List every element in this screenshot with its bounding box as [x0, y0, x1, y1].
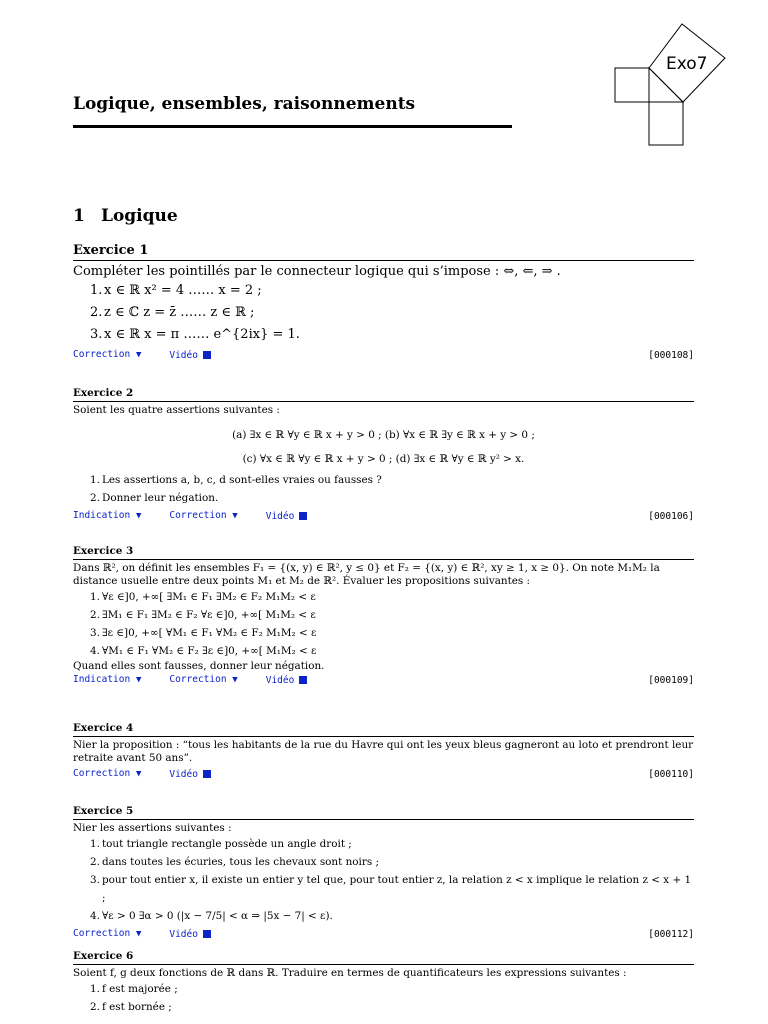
exercise-note: Quand elles sont fausses, donner leur négation.: [73, 660, 325, 672]
exercise-statement: Soient les quatre assertions suivantes :: [73, 404, 280, 416]
exercise-items: [73, 471, 694, 507]
exercise-statement: Nier les assertions suivantes :: [73, 822, 232, 834]
exercise-items: [73, 280, 694, 346]
correction-link[interactable]: Correction ▼: [73, 928, 142, 939]
exercise-items: [73, 980, 694, 1016]
exercise-links: [73, 509, 694, 523]
exercise-ref: [000112]: [648, 928, 694, 940]
exercise-5: [73, 805, 694, 941]
section-name: Logique: [101, 206, 178, 226]
exo7-logo: [612, 20, 732, 150]
correction-link[interactable]: Correction ▼: [169, 510, 238, 521]
video-icon: [203, 930, 211, 938]
indication-link[interactable]: Indication ▼: [73, 674, 142, 685]
list-item: 3. ∃ε ∈]0, +∞[ ∀M₁ ∈ F₁ ∀M₂ ∈ F₂ M₁M₂ < ε: [90, 627, 317, 639]
exercise-ref: [000109]: [648, 674, 694, 686]
list-item: 2. dans toutes les écuries, tous les chevaux sont noirs ;: [90, 856, 379, 868]
list-item: 1. f est majorée ;: [90, 983, 178, 995]
exercise-6: [73, 950, 694, 1016]
list-item: 2. ∃M₁ ∈ F₁ ∃M₂ ∈ F₂ ∀ε ∈]0, +∞[ M₁M₂ < ε: [90, 609, 316, 621]
list-item: 1. ∀ε ∈]0, +∞[ ∃M₁ ∈ F₁ ∃M₂ ∈ F₂ M₁M₂ < ε: [90, 591, 316, 603]
correction-link[interactable]: Correction ▼: [73, 768, 142, 779]
video-icon: [299, 512, 307, 520]
assertion-line: (c) ∀x ∈ ℝ ∀y ∈ ℝ x + y > 0 ; (d) ∃x ∈ ℝ ∀y ∈ ℝ y² > x.: [242, 453, 525, 465]
section-number: 1: [73, 206, 85, 226]
exercise-3: [73, 545, 694, 687]
exercise-title: Exercice 5: [73, 805, 694, 820]
list-item: 4. ∀M₁ ∈ F₁ ∀M₂ ∈ F₂ ∃ε ∈]0, +∞[ M₁M₂ < ε: [90, 645, 317, 657]
exercise-links: [73, 767, 694, 781]
section-title: [73, 206, 178, 226]
video-icon: [299, 676, 307, 684]
exercise-statement: Nier la proposition : “tous les habitants de la rue du Havre qui ont les yeux bleus gagneront au loto et prendront leur retraite avant 50 ans”.: [73, 739, 694, 764]
video-link[interactable]: Vidéo: [169, 928, 211, 941]
exercise-title: Exercice 3: [73, 545, 694, 560]
exercise-ref: [000110]: [648, 768, 694, 780]
list-item: 4. ∀ε > 0 ∃α > 0 (|x − 7/5| < α ⇒ |5x − 7| < ε).: [90, 910, 333, 922]
list-item: 2. Donner leur négation.: [90, 492, 219, 504]
exercise-links: [73, 927, 694, 941]
indication-link[interactable]: Indication ▼: [73, 510, 142, 521]
correction-link[interactable]: Correction ▼: [169, 674, 238, 685]
title-rule: [73, 125, 512, 128]
exercise-statement: Compléter les pointillés par le connecteur logique qui s’impose : ⇔, ⇐, ⇒ .: [73, 264, 561, 279]
video-icon: [203, 770, 211, 778]
exercise-statement: Dans ℝ², on définit les ensembles F₁ = {(x, y) ∈ ℝ², y ≤ 0} et F₂ = {(x, y) ∈ ℝ², xy ≥ 1, x ≥ 0}. On note M₁M₂ la distance usuelle entre deux points M₁ et M₂ de ℝ². Évaluer les propositions suivantes :: [73, 562, 660, 587]
video-link[interactable]: Vidéo: [169, 349, 211, 362]
exercise-statement: Soient f, g deux fonctions de ℝ dans ℝ. Traduire en termes de quantificateurs les expressions suivantes :: [73, 967, 627, 979]
logo-text: Exo7: [666, 54, 708, 74]
exercise-title: Exercice 4: [73, 722, 694, 737]
exercise-title: Exercice 6: [73, 950, 694, 965]
list-item: 2. z ∈ ℂ z = z̄ …… z ∈ ℝ ;: [90, 305, 255, 320]
exercise-items: [73, 835, 694, 925]
video-link[interactable]: Vidéo: [266, 510, 308, 523]
video-icon: [203, 351, 211, 359]
document-title: Logique, ensembles, raisonnements: [73, 94, 416, 114]
exercise-ref: [000106]: [648, 510, 694, 522]
exercise-4: [73, 722, 694, 781]
exercise-title: Exercice 1: [73, 242, 694, 261]
exercise-links: [73, 673, 694, 687]
exercise-items: [73, 588, 694, 660]
list-item: 1. tout triangle rectangle possède un angle droit ;: [90, 838, 352, 850]
exercise-title: Exercice 2: [73, 387, 694, 402]
list-item: 3. x ∈ ℝ x = π …… e^{2ix} = 1.: [90, 327, 300, 342]
exercise-2: [73, 387, 694, 523]
video-link[interactable]: Vidéo: [266, 674, 308, 687]
video-link[interactable]: Vidéo: [169, 768, 211, 781]
list-item: 1. x ∈ ℝ x² = 4 …… x = 2 ;: [90, 283, 262, 298]
list-item: 3. pour tout entier x, il existe un entier y tel que, pour tout entier z, la relation z < x implique le relation z < x + 1 ;: [90, 874, 692, 904]
exercise-1: [73, 242, 694, 362]
assertion-line: (a) ∃x ∈ ℝ ∀y ∈ ℝ x + y > 0 ; (b) ∀x ∈ ℝ ∃y ∈ ℝ x + y > 0 ;: [232, 429, 535, 441]
list-item: 2. f est bornée ;: [90, 1001, 172, 1013]
exercise-ref: [000108]: [648, 349, 694, 361]
correction-link[interactable]: Correction ▼: [73, 349, 142, 360]
list-item: 1. Les assertions a, b, c, d sont-elles vraies ou fausses ?: [90, 474, 382, 486]
exercise-links: [73, 348, 694, 362]
